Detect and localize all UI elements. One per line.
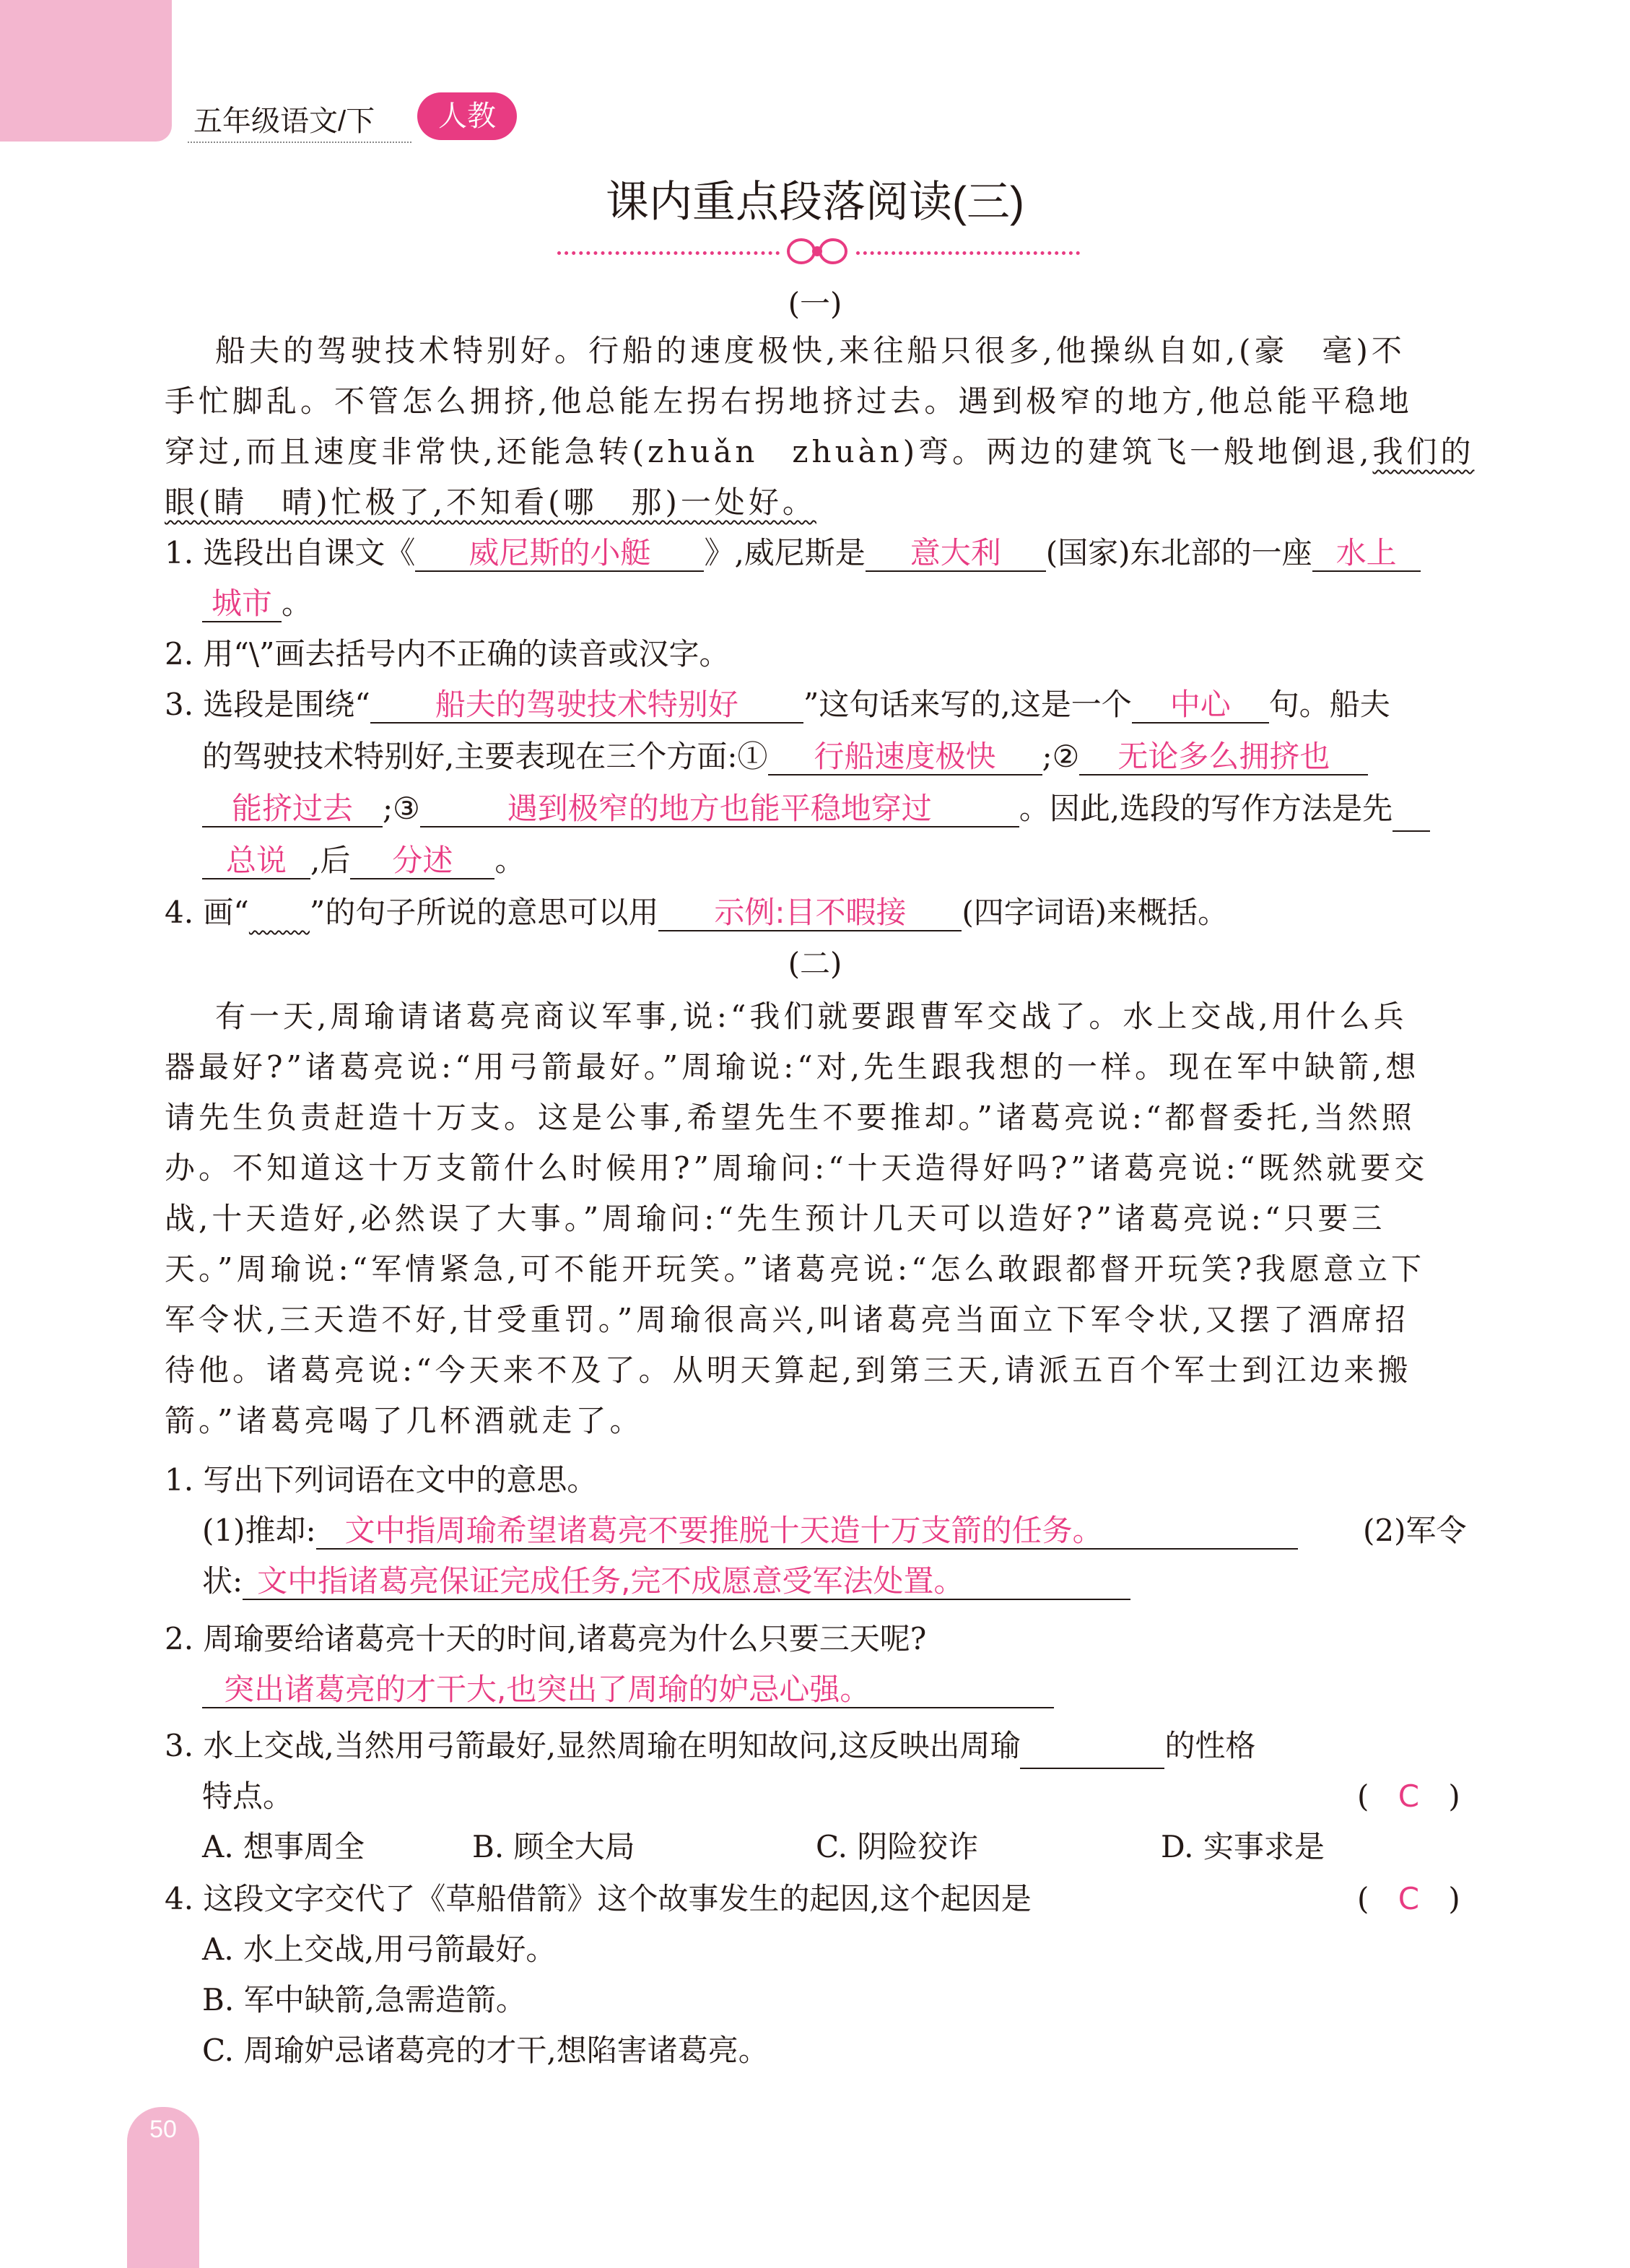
p2-q1-item-1-label: (1)推却: [202, 1513, 316, 1548]
p2-q3-option-c: C. 阴险狡诈 [816, 1829, 979, 1864]
p2-q3-answer-bracket: ( C ) [1357, 1778, 1460, 1814]
p2-question-2-answer-line [165, 1668, 1500, 1711]
p1-question-4 [165, 891, 1500, 934]
p1-q3-answer-7: 分述 [350, 843, 494, 879]
p2-q4-option-c-line [165, 2029, 1500, 2072]
grade-label: 五年级语文/下 [193, 105, 375, 137]
wavy-underlined-text: 我们的 [1372, 434, 1475, 469]
passage2-line-6: 天。”周瑜说:“军情紧急,可不能开玩笑。”诸葛亮说:“怎么敢跟都督开玩笑?我愿意立下 [165, 1251, 1426, 1287]
p1-q3-answer-3: 行船速度极快 [768, 739, 1042, 775]
p1-q3-answer-6: 总说 [202, 843, 310, 879]
p1-q3-text-f: ;③ [383, 791, 420, 826]
p2-q3-stem-2: 特点。 [202, 1778, 294, 1814]
p1-q1-end: 。 [282, 586, 313, 621]
passage1-line-1: 船夫的驾驶技术特别好。行船的速度极快,来往船只很多,他操纵自如,(豪 毫)不 [215, 333, 1405, 368]
p2-q4-option-b-line [165, 1978, 1500, 2022]
p1-q3-text-c: 句。船夫 [1268, 687, 1390, 722]
p2-question-1: 1. 写出下列词语在文中的意思。 [165, 1462, 598, 1498]
p1-q1-text-a: 1. 选段出自课文《 [165, 535, 416, 570]
p2-q3-answer: C [1398, 1778, 1420, 1814]
top-corner-tab [0, 0, 172, 142]
passage2-line-5: 战,十天造好,必然误了大事。”周瑜问:“先生预计几天可以造好?”诸葛亮说:“只要三 [165, 1201, 1386, 1236]
passage2-line-1: 有一天,周瑜请诸葛亮商议军事,说:“我们就要跟曹军交战了。水上交战,用什么兵 [215, 999, 1408, 1034]
edition-badge: 人教 [417, 92, 517, 140]
p2-q3-option-d: D. 实事求是 [1161, 1829, 1325, 1864]
p1-q3-blank [1393, 787, 1430, 832]
p2-q3-option-a: A. 想事周全 [202, 1829, 365, 1864]
passage1-line-2: 手忙脚乱。不管怎么拥挤,他总能左拐右拐地挤过去。遇到极窄的地方,他总能平稳地 [165, 383, 1413, 419]
p1-q3-answer-4: 无论多么拥挤也 [1079, 739, 1368, 775]
p2-q1-answer-2: 文中指诸葛亮保证完成任务,完不成愿意受军法处置。 [243, 1564, 1130, 1600]
p2-q4-answer: C [1398, 1881, 1420, 1916]
p2-q2-answer: 突出诸葛亮的才干大,也突出了周瑜的妒忌心强。 [202, 1672, 1054, 1708]
p1-q1-answer-1: 威尼斯的小艇 [415, 536, 704, 572]
passage1-line-4 [165, 481, 1500, 524]
p1-question-3 [165, 683, 1500, 726]
p1-question-3-line-2 [165, 735, 1500, 778]
p2-q3-stem-end: 的性格 [1164, 1728, 1256, 1763]
p1-question-3-line-3 [165, 787, 1500, 832]
p2-question-1-item-1 [165, 1509, 1500, 1552]
p1-q3-text-a: 3. 选段是围绕“ [165, 687, 370, 722]
title-dots-left [557, 251, 780, 255]
passage1-line-3-text: 穿过,而且速度非常快,还能急转(zhuǎn zhuàn)弯。两边的建筑飞一般地倒退, [165, 434, 1373, 469]
section-label-2: (二) [788, 946, 842, 981]
p2-q1-item-2-label: (2)军令 [1363, 1513, 1467, 1548]
p2-question-1-item-2 [165, 1560, 1500, 1603]
p2-q1-answer-1: 文中指周瑜希望诸葛亮不要推脱十天造十万支箭的任务。 [316, 1513, 1298, 1550]
p1-question-2: 2. 用“\”画去括号内不正确的读音或汉字。 [165, 636, 730, 672]
p1-q3-text-i: 。 [494, 843, 526, 878]
p2-question-4: 4. 这段文字交代了《草船借箭》这个故事发生的起因,这个起因是 [165, 1881, 1032, 1916]
p1-q1-answer-2: 意大利 [866, 536, 1046, 572]
page-number: 50 [149, 2116, 177, 2143]
p2-q3-option-b: B. 顾全大局 [472, 1829, 635, 1864]
passage2-line-3: 请先生负责赶造十万支。这是公事,希望先生不要推却。”诸葛亮说:“都督委托,当然照 [165, 1100, 1416, 1135]
p1-q1-text-b: 》,威尼斯是 [704, 535, 866, 570]
p2-question-3-line-2 [165, 1775, 1500, 1818]
passage1-line-4-text: 眼(睛 晴)忙极了,不知看(哪 那)一处好。 [165, 485, 816, 520]
wavy-line-sample [249, 895, 310, 930]
p2-q1-item-2-label-b: 状: [202, 1563, 243, 1599]
p1-q3-text-b: ”这句话来写的,这是一个 [803, 687, 1132, 722]
p1-q4-text-b: ”的句子所说的意思可以用 [309, 895, 659, 930]
passage2-line-4: 办。不知道这十万支箭什么时候用?”周瑜问:“十天造得好吗?”诸葛亮说:“既然就要交 [165, 1150, 1429, 1186]
p1-q4-text-c: (四字词语)来概括。 [962, 895, 1229, 930]
passage1-line-3 [165, 430, 1500, 474]
section-label-1: (一) [788, 286, 842, 321]
p2-q4-option-b: B. 军中缺箭,急需造箭。 [202, 1982, 526, 2017]
passage2-line-7: 军令状,三天造不好,甘受重罚。”周瑜很高兴,叫诸葛亮当面立下军令状,又摆了酒席招 [165, 1302, 1409, 1337]
p1-q3-text-d: 的驾驶技术特别好,主要表现在三个方面:① [202, 739, 768, 774]
p2-q4-option-c: C. 周瑜妒忌诸葛亮的才干,想陷害诸葛亮。 [202, 2033, 769, 2068]
p1-q1-text-c: (国家)东北部的一座 [1045, 535, 1312, 570]
p1-q3-answer-4b: 能挤过去 [202, 791, 383, 827]
p1-q3-answer-5: 遇到极窄的地方也能平稳地穿过 [420, 791, 1019, 827]
p1-question-1 [165, 531, 1500, 575]
p1-q3-answer-1: 船夫的驾驶技术特别好 [370, 687, 803, 724]
p1-q4-text-a: 4. 画“ [165, 895, 249, 930]
p2-q3-stem: 3. 水上交战,当然用弓箭最好,显然周瑜在明知故问,这反映出周瑜 [165, 1728, 1021, 1763]
p2-q3-blank [1020, 1724, 1164, 1769]
p2-q4-option-a: A. 水上交战,用弓箭最好。 [202, 1932, 557, 1967]
passage2-line-8: 待他。诸葛亮说:“今天来不及了。从明天算起,到第三天,请派五百个军士到江边来搬 [165, 1352, 1412, 1388]
p1-question-1-cont [165, 582, 1500, 625]
p1-question-3-line-4 [165, 839, 1500, 882]
passage2-line-9: 箭。”诸葛亮喝了几杯酒就走了。 [165, 1403, 644, 1438]
p1-q3-text-e: ;② [1042, 739, 1080, 774]
header-divider [188, 142, 411, 143]
p2-q4-answer-bracket: ( C ) [1357, 1881, 1460, 1916]
p2-question-2: 2. 周瑜要给诸葛亮十天的时间,诸葛亮为什么只要三天呢? [165, 1621, 927, 1656]
title-dots-right [856, 251, 1080, 255]
page-title: 课内重点段落阅读(三) [606, 178, 1024, 226]
p2-q4-option-a-line [165, 1928, 1500, 1971]
p1-q3-answer-2: 中心 [1132, 687, 1269, 724]
passage2-line-2: 器最好?”诸葛亮说:“用弓箭最好。”周瑜说:“对,先生跟我想的一样。现在军中缺箭,想 [165, 1049, 1420, 1085]
p1-q3-text-g: 。因此,选段的写作方法是先 [1019, 791, 1393, 826]
p2-question-3 [165, 1724, 1500, 1769]
p1-q3-text-h: ,后 [310, 843, 351, 878]
p1-q1-answer-3: 水上 [1312, 536, 1421, 572]
p1-q1-answer-3b: 城市 [202, 586, 282, 622]
p1-q4-answer: 示例:目不暇接 [658, 895, 962, 931]
bow-ornament-icon [787, 233, 847, 270]
